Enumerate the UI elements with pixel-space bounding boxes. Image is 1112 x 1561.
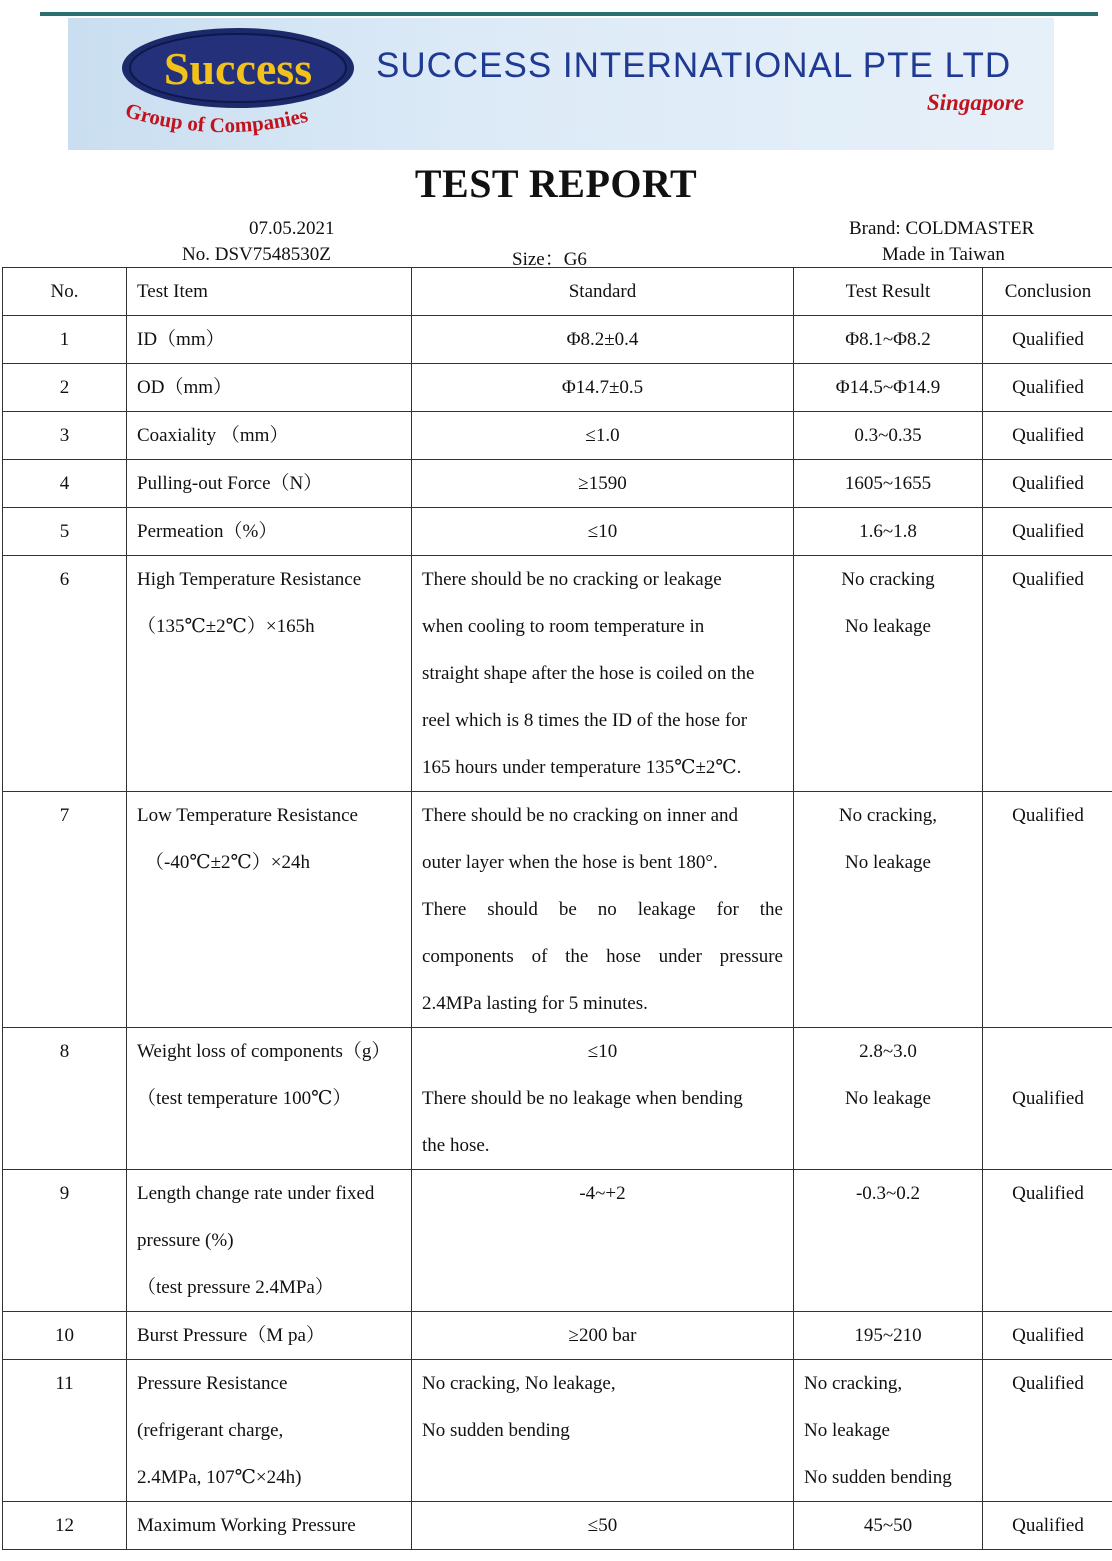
report-number: No. DSV7548530Z [182, 244, 331, 265]
standard: ≥1590 [578, 473, 627, 494]
table-row [3, 1360, 1112, 1502]
company-city: Singapore [926, 90, 1024, 115]
table-row [3, 1170, 1112, 1312]
standard-line: There should be no cracking on inner and [422, 805, 739, 826]
letterhead-banner [68, 18, 1054, 150]
test-item: Permeation（%） [137, 521, 278, 542]
table-row [3, 792, 1112, 1028]
table-row [3, 1312, 1112, 1360]
test-item: ID（mm） [137, 329, 225, 350]
conclusion: Qualified [1012, 425, 1084, 446]
table-row [3, 508, 1112, 556]
table-row [3, 1502, 1112, 1550]
test-item: pressure (%) [137, 1230, 234, 1251]
row-no: 8 [59, 1041, 70, 1062]
test-result: Φ8.1~Φ8.2 [845, 329, 931, 350]
test-result: 2.8~3.0 [859, 1041, 917, 1062]
test-item: OD（mm） [137, 377, 233, 398]
test-item: Length change rate under fixed [137, 1183, 375, 1204]
table-row [3, 556, 1112, 792]
conclusion: Qualified [1012, 1183, 1084, 1204]
test-result: 195~210 [854, 1325, 922, 1346]
test-item-condition: （-40℃±2℃）×24h [145, 852, 310, 873]
conclusion: Qualified [1012, 1373, 1084, 1394]
test-item: Low Temperature Resistance [137, 805, 358, 826]
standard-line: There should be no leakage when bending [422, 1088, 743, 1109]
col-header-standard: Standard [412, 268, 794, 316]
conclusion: Qualified [1012, 569, 1084, 590]
row-no: 4 [59, 473, 70, 494]
test-result: 0.3~0.35 [854, 425, 922, 446]
test-result: No sudden bending [804, 1467, 952, 1488]
table-row [3, 460, 1112, 508]
col-header-conclusion: Conclusion [983, 268, 1112, 316]
standard-line: There should be no cracking or leakage [422, 569, 722, 590]
standard-line: outer layer when the hose is bent 180°. [422, 852, 718, 873]
row-no: 5 [59, 521, 70, 542]
origin: Made in Taiwan [882, 244, 1005, 265]
conclusion: Qualified [1012, 1325, 1084, 1346]
test-item-condition: （135℃±2℃）×165h [137, 616, 315, 637]
test-item-condition: (refrigerant charge, [137, 1420, 284, 1441]
standard-line: straight shape after the hose is coiled on the [422, 663, 755, 684]
logo-tagline: Group of Companies [122, 97, 311, 138]
test-result: No cracking, [804, 1373, 903, 1394]
test-item: Pulling-out Force（N） [137, 473, 323, 494]
standard-line: 165 hours under temperature 135℃±2℃. [422, 757, 742, 778]
row-no: 3 [59, 425, 70, 446]
test-item: Weight loss of components（g） [137, 1041, 391, 1062]
test-item: High Temperature Resistance [137, 569, 362, 590]
logo-word: Success [163, 43, 313, 94]
row-no: 11 [55, 1373, 74, 1394]
standard: -4~+2 [579, 1183, 626, 1204]
test-result: No leakage [845, 852, 931, 873]
test-result: No cracking [841, 569, 935, 590]
standard-line: ≤10 [587, 1041, 618, 1062]
col-header-item: Test Item [127, 268, 412, 316]
test-item: Burst Pressure（M pa） [137, 1325, 325, 1346]
table-row [3, 412, 1112, 460]
hose-size: Size：G6 [512, 249, 587, 270]
row-no: 12 [55, 1515, 74, 1536]
test-result: -0.3~0.2 [855, 1183, 921, 1204]
test-results-table [2, 267, 1112, 1550]
test-result: No leakage [804, 1420, 890, 1441]
test-item-condition: （test pressure 2.4MPa） [137, 1277, 334, 1298]
standard-line: when cooling to room temperature in [422, 616, 705, 637]
report-date: 07.05.2021 [249, 218, 335, 239]
test-item: Pressure Resistance [137, 1373, 288, 1394]
test-result: No leakage [845, 1088, 931, 1109]
test-item: Maximum Working Pressure [137, 1515, 356, 1536]
standard-line: reel which is 8 times the ID of the hose for [422, 710, 748, 731]
standard: ≤1.0 [585, 425, 620, 446]
test-result: Φ14.5~Φ14.9 [835, 377, 941, 398]
standard: Φ14.7±0.5 [561, 377, 644, 398]
conclusion: Qualified [1012, 1515, 1084, 1536]
standard-line: components of the hose under pressure [422, 946, 783, 967]
standard-line: the hose. [422, 1135, 490, 1156]
conclusion: Qualified [1012, 377, 1084, 398]
conclusion: Qualified [1012, 805, 1084, 826]
standard: Φ8.2±0.4 [566, 329, 639, 350]
test-result: 45~50 [863, 1515, 913, 1536]
test-item: Coaxiality （mm） [137, 425, 289, 446]
row-no: 9 [59, 1183, 70, 1204]
row-no: 6 [59, 569, 70, 590]
test-result: No cracking, [838, 805, 938, 826]
standard: ≥200 bar [568, 1325, 637, 1346]
conclusion: Qualified [1012, 521, 1084, 542]
standard-line: 2.4MPa lasting for 5 minutes. [422, 993, 648, 1014]
conclusion: Qualified [1012, 329, 1084, 350]
standard-line: No cracking, No leakage, [422, 1373, 616, 1394]
row-no: 1 [59, 329, 70, 350]
test-result: No leakage [845, 616, 931, 637]
table-row [3, 364, 1112, 412]
test-item-condition: 2.4MPa, 107℃×24h) [137, 1467, 302, 1488]
standard-line: No sudden bending [422, 1420, 570, 1441]
standard: ≤50 [587, 1515, 618, 1536]
test-item-condition: （test temperature 100℃） [137, 1088, 352, 1109]
row-no: 10 [55, 1325, 74, 1346]
col-header-result: Test Result [794, 268, 983, 316]
header-rule [40, 12, 1098, 16]
test-result: 1605~1655 [844, 473, 932, 494]
row-no: 7 [59, 805, 70, 826]
standard-line: There should be no leakage for the [422, 899, 783, 920]
brand: Brand: COLDMASTER [849, 218, 1035, 239]
conclusion: Qualified [1012, 1088, 1084, 1109]
col-header-no: No. [3, 268, 127, 316]
row-no: 2 [59, 377, 70, 398]
test-result: 1.6~1.8 [859, 521, 917, 542]
conclusion: Qualified [1012, 473, 1084, 494]
table-header-row [3, 268, 1112, 316]
standard: ≤10 [587, 521, 618, 542]
company-name: SUCCESS INTERNATIONAL PTE LTD [376, 46, 1012, 85]
success-logo [118, 24, 358, 144]
table-row [3, 316, 1112, 364]
page-title: TEST REPORT [414, 161, 698, 206]
table-row [3, 1028, 1112, 1170]
